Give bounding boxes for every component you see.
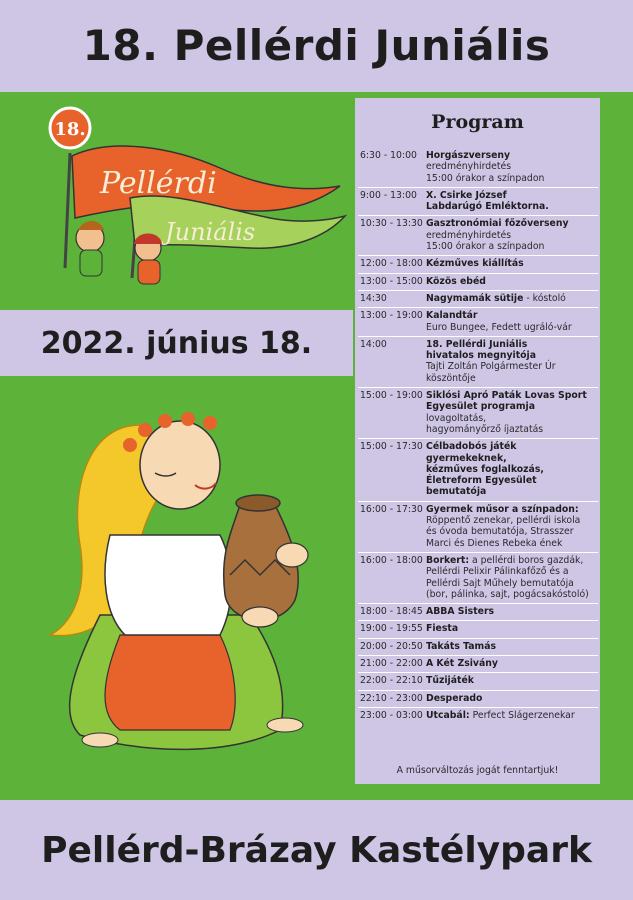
program-detail: a pellérdi boros gazdák, Pellérdi Pelixir Pálinkafőző és a Pellérdi Sajt Műhely bemutatója (bor, pálinka, sajt, pogácsakóstoló) xyxy=(426,554,589,600)
logo-badge: 18. xyxy=(54,119,86,140)
program-detail: Perfect Slágerzenekar xyxy=(469,709,575,721)
program-time: 14:00 xyxy=(360,338,387,350)
program-description xyxy=(426,504,598,549)
program-description xyxy=(426,293,598,304)
program-row xyxy=(358,439,598,501)
program-name: Közös ebéd xyxy=(426,275,486,287)
program-row xyxy=(358,337,598,388)
program-description xyxy=(426,606,598,617)
program-detail: Tajti Zoltán Polgármester Úr köszöntője xyxy=(426,361,556,384)
program-time: 13:00 - 15:00 xyxy=(360,275,423,287)
program-detail: lovagoltatás, hagyományőrző íjaztatás xyxy=(426,412,544,435)
program-description xyxy=(426,623,598,634)
program-note: A műsorváltozás jogát fenntartjuk! xyxy=(396,765,559,776)
program-detail: eredményhirdetés 15:00 órakor a színpadon xyxy=(426,229,545,253)
program-row xyxy=(358,148,598,188)
title-band xyxy=(0,0,633,90)
poster-title: 18. Pellérdi Juniális xyxy=(82,20,551,70)
program-name: Nagymamák sütije xyxy=(426,292,524,304)
program-list xyxy=(358,148,598,724)
program-name: Takáts Tamás xyxy=(426,640,496,652)
program-row xyxy=(358,291,598,308)
program-name: ABBA Sisters xyxy=(426,606,495,618)
program-row xyxy=(358,188,598,217)
program-name: Utcabál: xyxy=(426,709,470,721)
juniális-logo xyxy=(20,98,350,298)
program-description xyxy=(426,675,598,686)
program-name: Kézműves kiállítás xyxy=(426,258,524,270)
program-time: 9:00 - 13:00 xyxy=(360,189,417,201)
program-name: Fiesta xyxy=(426,623,459,635)
program-description xyxy=(426,441,598,497)
program-description xyxy=(426,190,598,213)
program-time: 18:00 - 18:45 xyxy=(360,606,423,618)
program-time: 13:00 - 19:00 xyxy=(360,310,423,322)
program-description xyxy=(426,258,598,269)
venue-name: Pellérd-Brázay Kastélypark xyxy=(41,829,592,871)
program-name: X. Csirke József Labdarúgó Emléktorna. xyxy=(426,189,549,213)
program-name: Kalandtár xyxy=(426,310,478,322)
date-band xyxy=(0,310,353,376)
program-time: 15:00 - 17:30 xyxy=(360,441,423,453)
program-time: 20:00 - 20:50 xyxy=(360,640,423,652)
program-row xyxy=(358,604,598,621)
program-description xyxy=(426,693,598,704)
program-row xyxy=(358,388,598,439)
program-row xyxy=(358,256,598,273)
program-description xyxy=(426,658,598,669)
program-name: A Két Zsivány xyxy=(426,657,498,669)
program-name: Gyermek műsor a színpadon: xyxy=(426,503,579,515)
program-row xyxy=(358,274,598,291)
program-time: 16:00 - 18:00 xyxy=(360,554,423,566)
program-row xyxy=(358,308,598,337)
program-row xyxy=(358,553,598,604)
program-time: 16:00 - 17:30 xyxy=(360,503,423,515)
event-date: 2022. június 18. xyxy=(40,325,313,361)
program-time: 21:00 - 22:00 xyxy=(360,657,423,669)
program-time: 22:10 - 23:00 xyxy=(360,692,423,704)
program-row xyxy=(358,656,598,673)
program-row xyxy=(358,673,598,690)
program-time: 6:30 - 10:00 xyxy=(360,150,417,161)
program-time: 23:00 - 03:00 xyxy=(360,709,423,721)
program-time: 22:00 - 22:10 xyxy=(360,675,423,687)
program-name: Horgászverseny xyxy=(426,150,511,161)
girl-with-jug-illustration xyxy=(30,385,340,765)
program-row xyxy=(358,621,598,638)
program-detail: - kóstoló xyxy=(523,292,566,304)
program-description xyxy=(426,641,598,652)
logo-line1: Pellérdi xyxy=(100,166,217,201)
program-description xyxy=(426,710,598,721)
program-name: Borkert: xyxy=(426,554,470,566)
program-title: Program xyxy=(431,111,524,133)
program-description xyxy=(426,390,598,435)
program-detail: Euro Bungee, Fedett ugráló-vár xyxy=(426,321,572,333)
venue-band xyxy=(0,800,633,900)
program-name: 18. Pellérdi Juniális hivatalos megnyitója xyxy=(426,338,537,362)
program-row xyxy=(358,639,598,656)
program-name: Gasztronómiai főzőverseny xyxy=(426,218,569,230)
program-time: 12:00 - 18:00 xyxy=(360,258,423,270)
program-time: 14:30 xyxy=(360,292,387,304)
program-description xyxy=(426,310,598,333)
program-detail: eredményhirdetés 15:00 órakor a színpadon xyxy=(426,161,545,184)
logo-line2: Juniális xyxy=(165,218,256,246)
green-panel-right xyxy=(600,92,633,800)
program-row xyxy=(358,216,598,256)
program-name: Desperado xyxy=(426,692,483,704)
program-row xyxy=(358,502,598,553)
program-detail: Röppentő zenekar, pellérdi iskola és óvoda bemutatója, Strasszer Marci és Dienes Rebeka ének xyxy=(426,515,581,549)
program-description xyxy=(426,150,598,184)
program-row xyxy=(358,691,598,708)
program-description xyxy=(426,276,598,287)
program-time: 19:00 - 19:55 xyxy=(360,623,423,635)
program-time: 10:30 - 13:30 xyxy=(360,218,423,230)
program-time: 15:00 - 19:00 xyxy=(360,390,423,402)
program-description xyxy=(426,218,598,252)
program-name: Tűzijáték xyxy=(426,675,474,687)
program-description xyxy=(426,555,598,600)
program-name: Siklósi Apró Paták Lovas Sport Egyesület programja xyxy=(426,390,587,413)
program-row xyxy=(358,708,598,724)
program-name: Célbadobós játék gyermekeknek, kézműves foglalkozás, Életreform Egyesület bemutatója xyxy=(426,441,544,498)
program-description xyxy=(426,339,598,384)
